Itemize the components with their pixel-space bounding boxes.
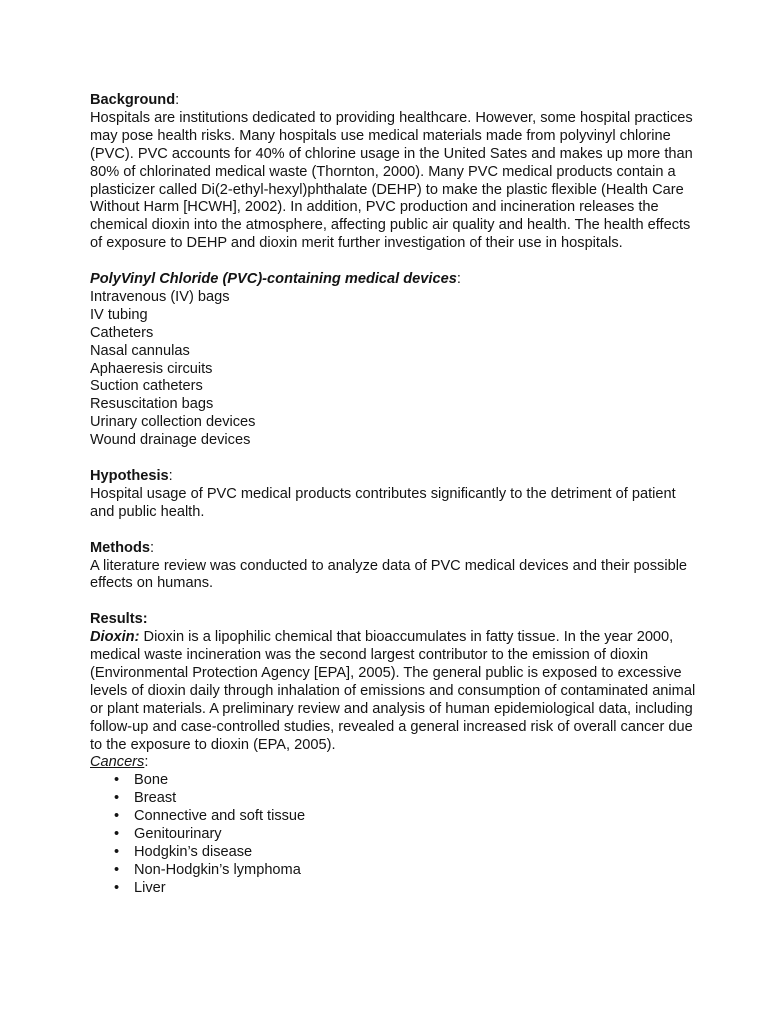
cancers-colon: : [144,754,149,771]
list-item: • Hodgkin’s disease [114,844,704,862]
list-item: • Non-Hodgkin’s lymphoma [114,862,704,880]
list-item: IV tubing [90,306,148,323]
hypothesis-paragraph: Hospital usage of PVC medical products contributes significantly to the detriment of patient and public health. [90,485,676,520]
list-item: Nasal cannulas [90,342,190,359]
cancers-heading-line [90,754,704,772]
cancers-label: Cancers [90,754,145,771]
devices-section [90,271,704,450]
background-section [90,92,704,253]
hypothesis-heading-line [90,468,704,486]
background-heading: Background [90,92,176,108]
list-item: • Connective and soft tissue [114,808,704,826]
list-item: Intravenous (IV) bags [90,288,230,305]
dioxin-label: Dioxin: [90,629,140,646]
hypothesis-section [90,468,704,522]
devices-list [90,289,704,450]
methods-heading-line [90,540,704,558]
dioxin-text: Dioxin is a lipophilic chemical that bioaccumulates in fatty tissue. In the year 2000, medical waste incineration was the second largest contributor to the emission of dioxin (Environmental Protection Agency [EPA], 2005). The general public is exposed to excessive levels of dioxin daily through inhalation of emissions and consumption of contaminated animal or plant materials. A preliminary review and analysis of human epidemiological data, including follow-up and case-controlled studies, revealed a general increased risk of overall cancer due to the exposure to dioxin (EPA, 2005). [90,629,696,753]
list-item: Suction catheters [90,378,203,395]
results-section [90,611,704,898]
devices-heading-colon: : [456,271,461,288]
methods-heading: Methods [90,539,150,556]
devices-heading: PolyVinyl Chloride (PVC)-containing medical devices [90,271,457,288]
results-heading: Results: [90,611,148,628]
list-item: • Bone [114,772,704,790]
list-item: Wound drainage devices [90,432,251,449]
cancers-list [90,772,704,897]
list-item: Urinary collection devices [90,414,256,431]
background-heading-colon: : [175,92,180,108]
methods-heading-colon: : [150,539,155,556]
list-item: • Genitourinary [114,826,704,844]
list-item: Catheters [90,324,154,341]
methods-paragraph: A literature review was conducted to analyze data of PVC medical devices and their possible effects on humans. [90,557,688,592]
list-item: Aphaeresis circuits [90,360,213,377]
list-item: • Breast [114,790,704,808]
background-heading-line [90,92,704,110]
list-item: • Liver [114,880,704,898]
methods-section [90,540,704,594]
hypothesis-heading-colon: : [168,468,173,484]
list-item: Resuscitation bags [90,396,214,413]
hypothesis-heading: Hypothesis [90,468,169,484]
devices-heading-line [90,271,704,289]
background-paragraph: Hospitals are institutions dedicated to providing healthcare. However, some hospital practices may pose health risks. Many hospitals use medical materials made from polyvinyl chlorine (PVC). PVC accounts for 40% of chlorine usage in the United Sates and makes up more than 80% of chlorinated medical waste (Thornton, 2000). Many PVC medical products contain a plasticizer called Di(2-ethyl-hexyl)phthalate (DEHP) to make the plastic flexible (Health Care Without Harm [HCWH], 2002). In addition, PVC production and incineration releases the chemical dioxin into the atmosphere, affecting public air quality and health. The health effects of exposure to DEHP and dioxin merit further investigation of their use in hospitals. [90,109,693,252]
dioxin-paragraph [90,629,704,754]
